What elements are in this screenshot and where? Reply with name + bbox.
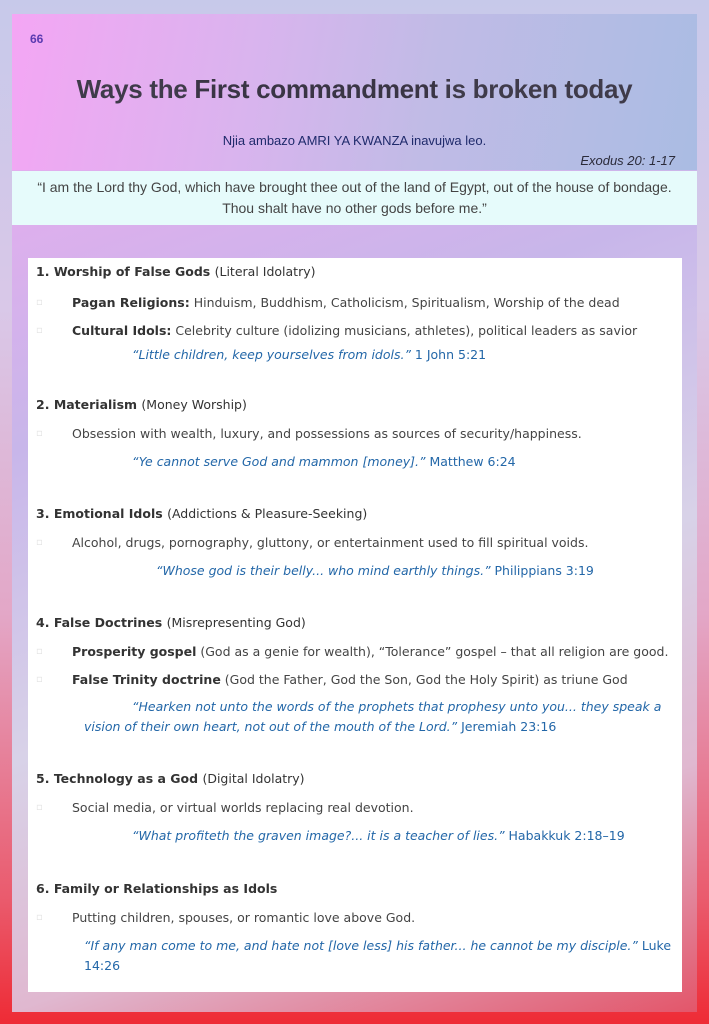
item-text: Alcohol, drugs, pornography, gluttony, or entertainment used to fill spiritual voids. — [72, 535, 589, 550]
verse-bar — [12, 171, 697, 225]
quote-text: “Whose god is their belly... who mind earthly things.” — [156, 563, 491, 578]
bullet-icon: ▫ — [36, 297, 43, 308]
item-text: Social media, or virtual worlds replacing real devotion. — [72, 800, 414, 815]
item-label: False Trinity doctrine — [72, 672, 221, 687]
bullet-icon: ▫ — [36, 646, 43, 657]
bullet-icon: ▫ — [36, 325, 43, 336]
quote-ref: Philippians 3:19 — [490, 563, 594, 578]
content-card — [28, 258, 682, 992]
section-number: 6. — [36, 881, 50, 896]
bullet-icon: ▫ — [36, 674, 43, 685]
quote-ref: Luke 14:26 — [84, 938, 672, 973]
scripture-quote — [36, 345, 676, 365]
section-subtitle: (Money Worship) — [141, 397, 247, 412]
section-heading — [36, 881, 676, 896]
section-heading — [36, 506, 676, 521]
section-heading — [36, 397, 676, 412]
section-title: False Doctrines — [53, 615, 163, 630]
item-text: Putting children, spouses, or romantic love above God. — [72, 910, 416, 925]
item-text: Obsession with wealth, luxury, and possessions as sources of security/happiness. — [72, 426, 582, 441]
title-suffix: is broken today — [437, 74, 633, 104]
section-title: Materialism — [53, 397, 138, 412]
quote-ref: Habakkuk 2:18–19 — [504, 828, 625, 843]
section-5 — [36, 771, 676, 846]
section-number: 1. — [36, 264, 50, 279]
list-item — [36, 909, 676, 927]
item-text: (God as a genie for wealth), “Tolerance” gospel – that all religion are good. — [196, 644, 669, 659]
list-item — [36, 799, 676, 817]
section-number: 4. — [36, 615, 50, 630]
scripture-reference: Exodus 20: 1-17 — [580, 153, 675, 168]
scripture-quote — [36, 826, 676, 846]
title-bold: First commandment — [194, 74, 438, 104]
subtitle: Njia ambazo AMRI YA KWANZA inavujwa leo. — [222, 133, 487, 148]
bullet-icon: ▫ — [36, 912, 43, 923]
section-title: Technology as a God — [53, 771, 199, 786]
quote-text: “Hearken not unto the words of the prophets that prophesy unto you... they speak a vision of their own heart, not out of the mouth of the Lord.” — [84, 699, 662, 734]
quote-ref: Jeremiah 23:16 — [457, 719, 557, 734]
page-title — [0, 74, 709, 105]
scripture-quote — [36, 697, 676, 737]
section-heading — [36, 264, 676, 279]
list-item — [36, 671, 676, 689]
bullet-icon: ▫ — [36, 537, 43, 548]
section-title: Emotional Idols — [53, 506, 163, 521]
section-heading — [36, 615, 676, 630]
list-item — [36, 322, 676, 340]
list-item — [36, 425, 676, 443]
item-label: Prosperity gospel — [72, 644, 197, 659]
section-subtitle: (Literal Idolatry) — [214, 264, 316, 279]
section-subtitle: (Addictions & Pleasure-Seeking) — [167, 506, 368, 521]
scripture-quote — [36, 936, 676, 976]
item-text: Celebrity culture (idolizing musicians, athletes), political leaders as savior — [171, 323, 638, 338]
item-label: Cultural Idols: — [72, 323, 172, 338]
scripture-quote — [36, 452, 676, 472]
item-text: Hinduism, Buddhism, Catholicism, Spiritualism, Worship of the dead — [189, 295, 620, 310]
section-title: Family or Relationships as Idols — [53, 881, 278, 896]
section-subtitle: (Digital Idolatry) — [202, 771, 305, 786]
scripture-quote — [36, 561, 676, 581]
section-1 — [36, 264, 676, 365]
list-item — [36, 643, 676, 661]
section-4 — [36, 615, 676, 737]
section-3 — [36, 506, 676, 581]
page-number: 66 — [30, 32, 44, 46]
quote-ref: 1 John 5:21 — [410, 347, 487, 362]
list-item — [36, 534, 676, 552]
list-item — [36, 294, 676, 312]
quote-text: “Ye cannot serve God and mammon [money].” — [132, 454, 426, 469]
section-heading — [36, 771, 676, 786]
quote-text: “Little children, keep yourselves from idols.” — [132, 347, 411, 362]
quote-ref: Matthew 6:24 — [425, 454, 516, 469]
section-number: 5. — [36, 771, 50, 786]
section-subtitle: (Misrepresenting God) — [166, 615, 306, 630]
section-number: 2. — [36, 397, 50, 412]
section-2 — [36, 397, 676, 472]
title-prefix: Ways the — [76, 74, 195, 104]
section-title: Worship of False Gods — [53, 264, 211, 279]
quote-text: “What profiteth the graven image?... it is a teacher of lies.” — [132, 828, 505, 843]
verse-text: “I am the Lord thy God, which have brought thee out of the land of Egypt, out of the house of bondage. Thou shalt have no other gods before me.” — [37, 179, 672, 216]
bullet-icon: ▫ — [36, 802, 43, 813]
item-text: (God the Father, God the Son, God the Holy Spirit) as triune God — [220, 672, 628, 687]
section-number: 3. — [36, 506, 50, 521]
item-label: Pagan Religions: — [72, 295, 190, 310]
section-6 — [36, 881, 676, 976]
quote-text: “If any man come to me, and hate not [love less] his father... he cannot be my disciple.” — [84, 938, 638, 953]
bullet-icon: ▫ — [36, 428, 43, 439]
